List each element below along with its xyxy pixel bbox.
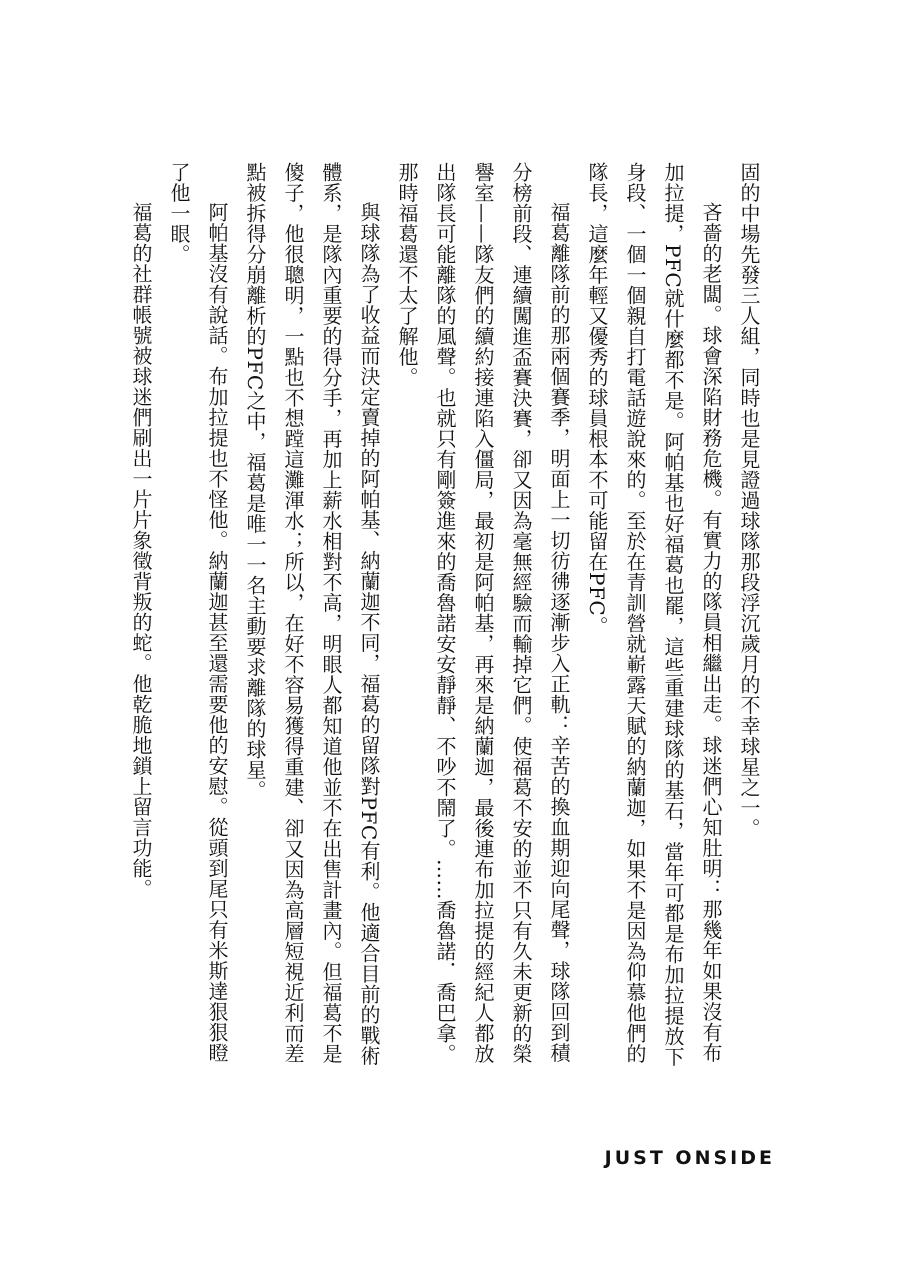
paragraph-4: 與球隊為了收益而決定賣掉的阿帕基、納蘭迦不同，福葛的留隊對PFC有利。他適合目前的戰術體系，是隊內重要的得分手，再加上薪水相對不高，明眼人都知道他並不在出售計畫內。但福葛不是傻子，他很聰明，一點也不想蹚這灘渾水；所以，在好不容易獲得重建、卻又因為高層短視近利而差點被拆得分崩離析的PFC之中，福葛是唯一一名主動要求離隊的球星。: [243, 162, 381, 1067]
footer-brand: JUST ONSIDE: [604, 1147, 775, 1169]
vertical-text-body: [122, 162, 768, 1082]
paragraph-5: 阿帕基沒有說話。布加拉提也不怪他。納蘭迦甚至還需要他的安慰。從頭到尾只有米斯達狠狠瞪了他一眼。: [167, 162, 229, 1063]
paragraph-2: 吝嗇的老闆。球會深陷財務危機。有實力的隊員相繼出走。球迷們心知肚明：那幾年如果沒有布加拉提，PFC就什麼都不是。阿帕基也好福葛也罷，這些重建球隊的基石，當年可都是布加拉提放下身段、一個一個親自打電話遊說來的。至於在青訓營就嶄露天賦的納蘭迦，如果不是因為仰慕他們的隊長，這麼年輕又優秀的球員根本不可能留在PFC。: [585, 162, 723, 1068]
paragraph-1: 固的中場先發三人組，同時也是見證過球隊那段浮沉歲月的不幸球星之一。: [737, 162, 761, 839]
paragraph-3: 福葛離隊前的那兩個賽季，明面上一切彷彿逐漸步入正軌：辛苦的換血期迎向尾聲，球隊回到積分榜前段、連續闖進盃賽決賽，卻又因為毫無經驗而輸掉它們。使福葛不安的並不只有久未更新的榮譽室——隊友們的續約接連陷入僵局，最初是阿帕基，再來是納蘭迦，最後連布加拉提的經紀人都放出隊長可能離隊的風聲。也就只有剛簽進來的喬魯諾安安靜靜、不吵不鬧了。……喬魯諾．喬巴拿。那時福葛還不太了解他。: [395, 162, 571, 1064]
paragraph-6: 福葛的社群帳號被球迷們刷出一片片象徵背叛的蛇。他乾脆地鎖上留言功能。: [129, 202, 153, 899]
